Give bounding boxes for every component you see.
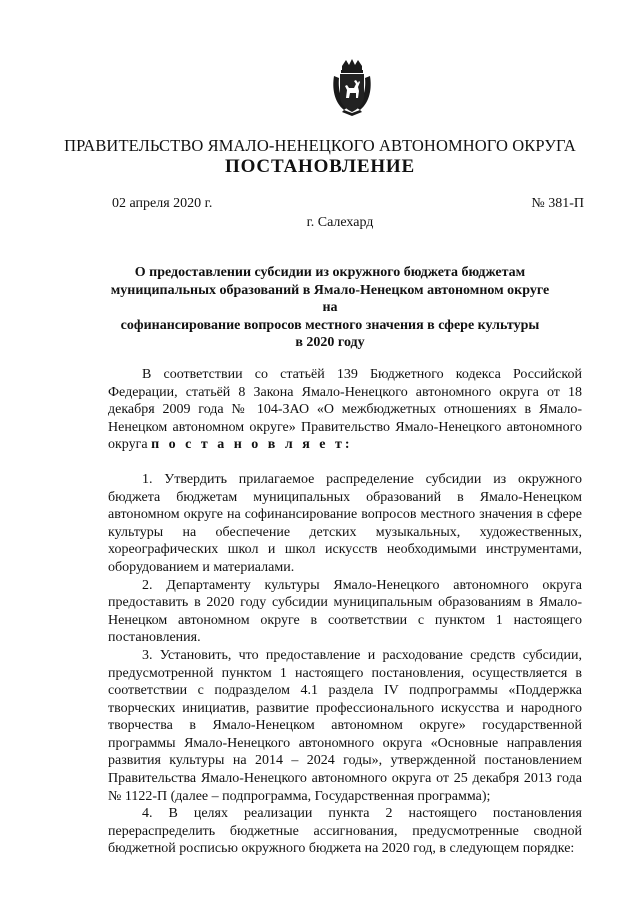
document-type-title: ПОСТАНОВЛЕНИЕ	[225, 156, 415, 177]
preamble-text: В соответствии со статьёй 139 Бюджетного кодекса Российской Федерации, статьёй 8 Закона Ямало-Ненецкого автономного округа от 18 декабря 2009 года № 104-ЗАО «О межбюджетных отношениях в Ямало-Ненецком автономном округе» Правительство Ямало-Ненецкого автономного округа	[108, 367, 582, 453]
document-body	[108, 366, 582, 858]
government-title: ПРАВИТЕЛЬСТВО ЯМАЛО-НЕНЕЦКОГО АВТОНОМНОГО ОКРУГА	[64, 136, 576, 155]
document-city: г. Салехард	[306, 215, 374, 230]
preamble-paragraph	[108, 366, 582, 454]
heading-line: в 2020 году	[295, 335, 365, 350]
paragraph-item-1: 1. Утвердить прилагаемое распределение субсидии из окружного бюджета бюджетам муниципальных образований в Ямало-Ненецком автономном округе на софинансирование вопросов местного значения в сфере культуры на обеспечение детских музыкальных, художественных, хореографических школ и школ искусств необходимыми инструментами, оборудованием и материалами.	[108, 471, 582, 575]
heading-line: софинансирование вопросов местного значения в сфере культуры	[120, 317, 540, 333]
heading-line: муниципальных образований в Ямало-Ненецком автономном округе на	[110, 282, 550, 315]
document-date: 02 апреля 2020 г.	[112, 196, 213, 211]
document-number: № 381-П	[531, 196, 584, 211]
coat-of-arms-icon	[330, 58, 374, 118]
resolves-word: п о с т а н о в л я е т:	[151, 437, 353, 453]
paragraph-item-3: 3. Установить, что предоставление и расходование средств субсидии, предусмотренной пунктом 1 настоящего постановления, осуществляется в соответствии с подразделом 4.1 раздела IV подпрограммы «Поддержка творческих инициатив, развитие профессионального искусства и народного творчества в Ямало-Ненецком автономном округе» государственной программы Ямало-Ненецкого автономного округа «Основные направления развития культуры на 2014 – 2024 годы», утвержденной постановлением Правительства Ямало-Ненецкого автономного округа от 25 декабря 2013 года № 1122-П (далее – подпрограмма, Государственная программа);	[108, 647, 582, 804]
document-heading	[110, 264, 550, 352]
heading-line: О предоставлении субсидии из окружного бюджета бюджетам	[134, 265, 526, 280]
paragraph-item-2: 2. Департаменту культуры Ямало-Ненецкого автономного округа предоставить в 2020 году субсидии муниципальным образованиям в Ямало-Ненецком автономном округе в соответствии с пунктом 1 настоящего постановления.	[108, 577, 582, 646]
paragraph-item-4: 4. В целях реализации пункта 2 настоящего постановления перераспределить бюджетные ассигнования, предусмотренные сводной бюджетной росписью окружного бюджета на 2020 год, в следующем порядке:	[108, 806, 582, 857]
